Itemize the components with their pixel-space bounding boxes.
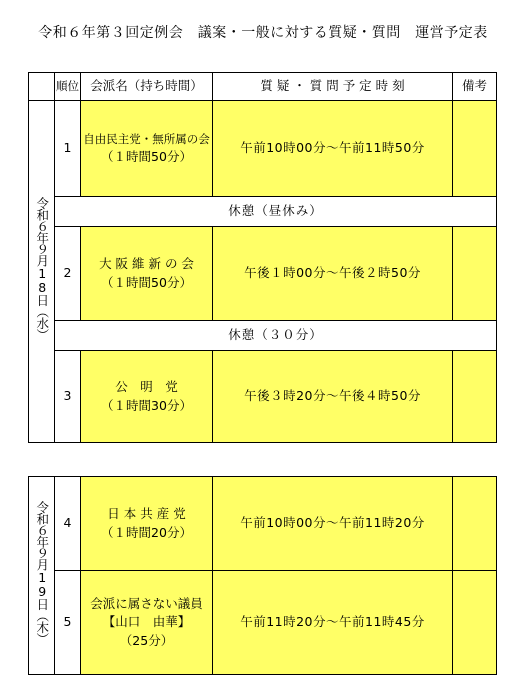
notes-cell <box>453 101 497 197</box>
faction-time: （１時間30分） <box>101 397 192 413</box>
schedule-cell: 午後１時00分～午後２時50分 <box>213 227 453 321</box>
faction-name: 日 本 共 産 党 <box>107 506 186 522</box>
order-cell: 4 <box>55 477 81 571</box>
faction-time: （１時間50分） <box>101 148 192 164</box>
header-schedule: 質 疑 ・ 質 問 予 定 時 刻 <box>213 73 453 101</box>
notes-cell <box>453 571 497 675</box>
order-cell: 1 <box>55 101 81 197</box>
order-cell: 3 <box>55 351 81 443</box>
header-faction: 会派名（持ち時間） <box>81 73 213 101</box>
schedule-table-day2 <box>28 476 497 675</box>
table-row <box>29 477 497 571</box>
schedule-cell: 午後３時20分～午後４時50分 <box>213 351 453 443</box>
table-row <box>29 101 497 197</box>
notes-cell <box>453 227 497 321</box>
date-cell-day2 <box>29 477 55 675</box>
faction-cell <box>81 351 213 443</box>
header-notes: 備考 <box>453 73 497 101</box>
break-row <box>29 197 497 227</box>
faction-time: （25分） <box>119 632 174 648</box>
faction-name: 大 阪 維 新 の 会 <box>99 256 194 272</box>
page-title: 令和６年第３回定例会 議案・一般に対する質疑・質問 運営予定表 <box>38 25 488 41</box>
table-header-row <box>29 73 497 101</box>
header-date-cell <box>29 73 55 101</box>
schedule-cell: 午前10時00分～午前11時20分 <box>213 477 453 571</box>
notes-cell <box>453 351 497 443</box>
schedule-cell: 午前10時00分～午前11時50分 <box>213 101 453 197</box>
break-row <box>29 321 497 351</box>
faction-name: 公 明 党 <box>115 379 178 395</box>
order-cell: 2 <box>55 227 81 321</box>
header-order: 順位 <box>55 73 81 101</box>
table-row <box>29 351 497 443</box>
faction-time: （１時間20分） <box>101 524 192 540</box>
order-cell: 5 <box>55 571 81 675</box>
schedule-table-day1 <box>28 72 497 443</box>
faction-name: 会派に属さない議員 <box>90 596 203 612</box>
faction-cell <box>81 227 213 321</box>
break-label: 休憩（３０分） <box>55 321 497 351</box>
table-row <box>29 227 497 321</box>
date-cell-day1 <box>29 101 55 443</box>
date-label: 令和６年９月18日（水） <box>34 197 50 341</box>
schedule-cell: 午前11時20分～午前11時45分 <box>213 571 453 675</box>
faction-time: （１時間50分） <box>101 274 192 290</box>
faction-cell <box>81 571 213 675</box>
faction-cell <box>81 101 213 197</box>
faction-cell <box>81 477 213 571</box>
table-row <box>29 571 497 675</box>
notes-cell <box>453 477 497 571</box>
member-name: 【山口 由華】 <box>102 614 191 630</box>
date-label: 令和６年９月19日（木） <box>34 501 50 645</box>
faction-name: 自由民主党・無所属の会 <box>83 132 210 147</box>
break-label: 休憩（昼休み） <box>55 197 497 227</box>
